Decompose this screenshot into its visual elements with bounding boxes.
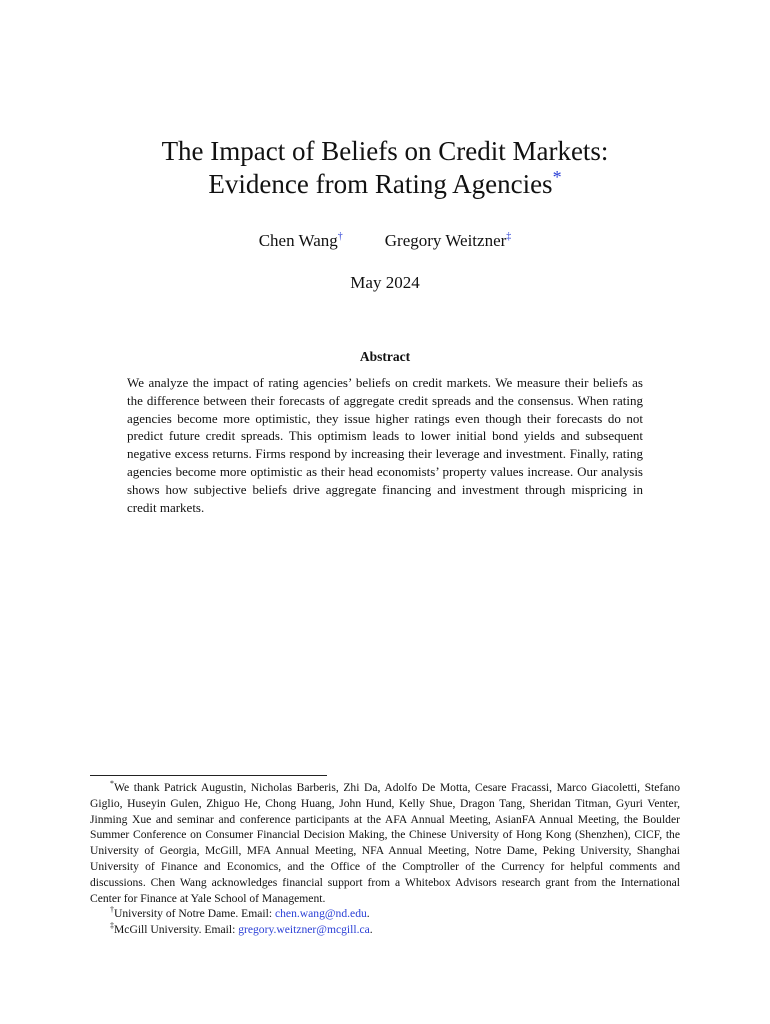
author-1: [259, 230, 343, 252]
author-2-email-link[interactable]: gregory.weitzner@mcgill.ca: [238, 923, 370, 937]
abstract-text: We analyze the impact of rating agencies’ beliefs on credit markets. We measure their beliefs as the difference between their forecasts of aggregate credit spreads and the consensus. When rating agencies become more optimistic, they issue higher ratings even though their forecasts do not predict future credit spreads. This optimism leads to lower initial bond yields and subsequent negative excess returns. Firms respond by increasing their leverage and investment. Finally, rating agencies become more optimistic as their head economists’ property values increase. Our analysis shows how subjective beliefs drive aggregate financing and investment through mispricing in credit markets.: [127, 375, 643, 515]
footnote-author-2: [90, 922, 680, 938]
author-2-name: Gregory Weitzner: [384, 231, 507, 250]
footnote-author-2-end: .: [369, 923, 373, 937]
title-line-2: [0, 168, 770, 201]
footnotes: [90, 780, 680, 938]
footnote-thanks-text: We thank Patrick Augustin, Nicholas Barberis, Zhi Da, Adolfo De Motta, Cesare Fracassi, Marco Giacoletti, Stefano Giglio, Huseyin Gulen, Zhiguo He, Chong Huang, John Hund, Kelly Shue, Dragon Tang, Sheridan Titman, Gyuri Venter, Jinming Xue and seminar and conference participants at the AFA Annual Meeting, AsianFA Annual Meeting, the Boulder Summer Conference on Consumer Financial Decision Making, the Chinese University of Hong Kong (Shenzhen), CICF, the University of Georgia, McGill, MFA Annual Meeting, NFA Annual Meeting, Notre Dame, Peking University, Shanghai University of Finance and Economics, and the Office of the Comptroller of the Currency for helpful comments and discussions. Chen Wang acknowledges financial support from a Whitebox Advisors research grant from the International Center for Finance at Yale School of Management.: [90, 781, 680, 905]
author-1-name: Chen Wang: [258, 231, 338, 250]
title-footnote-marker[interactable]: *: [552, 167, 562, 187]
footnote-author-2-text: McGill University. Email:: [114, 923, 239, 937]
footnote-author-2-marker: ‡: [110, 921, 114, 931]
author-1-footnote-marker[interactable]: †: [337, 231, 343, 242]
title-line-2-text: Evidence from Rating Agencies: [208, 169, 553, 199]
author-1-email-link[interactable]: chen.wang@nd.edu: [274, 907, 367, 921]
footnote-author-1-marker: †: [110, 905, 114, 915]
abstract-heading: Abstract: [359, 349, 411, 364]
footnote-divider: [90, 775, 327, 776]
footnote-author-1-end: .: [366, 907, 370, 921]
publication-date: May 2024: [350, 273, 420, 292]
footnote-author-1-text: University of Notre Dame. Email:: [114, 907, 275, 921]
author-2-footnote-marker[interactable]: ‡: [506, 231, 512, 242]
footnote-thanks-marker: *: [110, 779, 114, 788]
author-list: [0, 230, 770, 252]
footnote-author-1: [90, 906, 680, 922]
title-line-1: The Impact of Beliefs on Credit Markets:: [161, 136, 609, 166]
footnote-thanks: [90, 780, 680, 906]
author-2: [385, 230, 512, 252]
paper-title: [0, 135, 770, 201]
